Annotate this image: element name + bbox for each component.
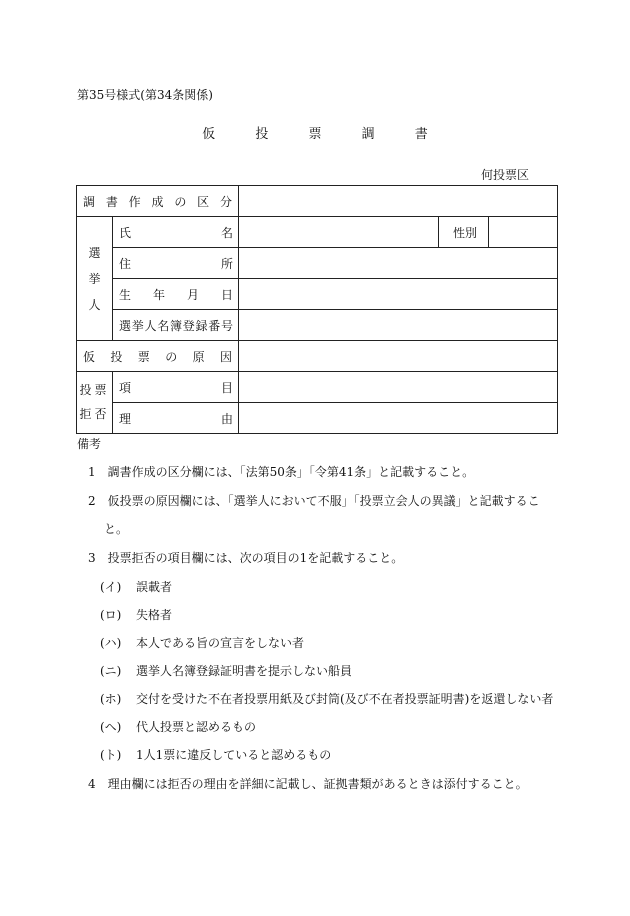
sub-item — [100, 634, 304, 651]
gender-field[interactable] — [489, 217, 558, 248]
row-register-number — [77, 310, 558, 341]
sub-item-mark: (ヘ) — [100, 720, 122, 734]
sub-item-mark: (ハ) — [100, 636, 122, 650]
register-number-label: 選挙人名簿登録番号 — [113, 310, 239, 341]
voter-char-2: 挙 — [88, 271, 101, 286]
form-number: 第35号様式(第34条関係) — [77, 88, 213, 102]
item-label: 項目 — [113, 372, 239, 403]
refusal-group-label — [77, 372, 113, 434]
sub-item-text: 本人である旨の宣言をしない者 — [136, 636, 305, 650]
creation-category-label: 調書作成の区分 — [77, 186, 239, 217]
name-field[interactable] — [239, 217, 439, 248]
birthdate-field[interactable] — [239, 279, 558, 310]
sub-item-text: 失格者 — [136, 608, 173, 622]
row-name — [77, 217, 558, 248]
sub-item-text: 1人1票に違反していると認めるもの — [136, 748, 332, 762]
row-creation-category — [77, 186, 558, 217]
item-field[interactable] — [239, 372, 558, 403]
sub-item-mark: (ト) — [100, 748, 122, 762]
row-provisional-reason — [77, 341, 558, 372]
voter-char-3: 人 — [88, 297, 101, 312]
row-birthdate — [77, 279, 558, 310]
sub-item-mark: (ホ) — [100, 692, 122, 706]
reason-field[interactable] — [239, 403, 558, 434]
note-1: 1 調書作成の区分欄には、「法第50条」「令第41条」と記載すること。 — [88, 465, 475, 479]
refusal-line-2: 拒否 — [79, 406, 110, 421]
sub-item-text: 選挙人名簿登録証明書を提示しない船員 — [136, 664, 353, 678]
sub-item-mark: (ニ) — [100, 664, 122, 678]
district-label: 何投票区 — [481, 168, 530, 182]
document-title: 仮 投 票 調 書 — [202, 127, 446, 142]
voter-char-1: 選 — [88, 245, 101, 260]
provisional-vote-form-table — [76, 185, 558, 434]
row-address — [77, 248, 558, 279]
address-label: 住所 — [113, 248, 239, 279]
creation-category-field[interactable] — [239, 186, 558, 217]
note-4: 4 理由欄には拒否の理由を詳細に記載し、証拠書類があるときは添付すること。 — [88, 777, 528, 791]
notes-title: 備考 — [77, 437, 102, 451]
address-field[interactable] — [239, 248, 558, 279]
sub-item-mark: (イ) — [100, 580, 122, 594]
refusal-line-1: 投票 — [79, 383, 110, 398]
sub-item-text: 代人投票と認めるもの — [136, 720, 257, 734]
provisional-reason-label: 仮投票の原因 — [77, 341, 239, 372]
birthdate-label: 生年月日 — [113, 279, 239, 310]
register-number-field[interactable] — [239, 310, 558, 341]
note-2-continued: と。 — [104, 522, 129, 536]
name-label: 氏名 — [113, 217, 239, 248]
sub-item — [100, 746, 331, 763]
sub-item-mark: (ロ) — [100, 608, 122, 622]
voter-group-label — [77, 217, 113, 341]
sub-item — [100, 606, 172, 623]
note-2: 2 仮投票の原因欄には、「選挙人において不服」「投票立会人の異議」と記載するこ — [88, 494, 540, 508]
sub-item — [100, 718, 256, 735]
row-refusal-reason — [77, 403, 558, 434]
row-refusal-item — [77, 372, 558, 403]
reason-label: 理由 — [113, 403, 239, 434]
sub-item-text: 交付を受けた不在者投票用紙及び封筒(及び不在者投票証明書)を返還しない者 — [136, 692, 554, 706]
sub-item-text: 誤載者 — [136, 580, 173, 594]
note-3: 3 投票拒否の項目欄には、次の項目の1を記載すること。 — [88, 551, 404, 565]
gender-label: 性別 — [439, 217, 489, 248]
sub-item — [100, 690, 553, 707]
sub-item — [100, 662, 352, 679]
sub-item — [100, 578, 172, 595]
provisional-reason-field[interactable] — [239, 341, 558, 372]
